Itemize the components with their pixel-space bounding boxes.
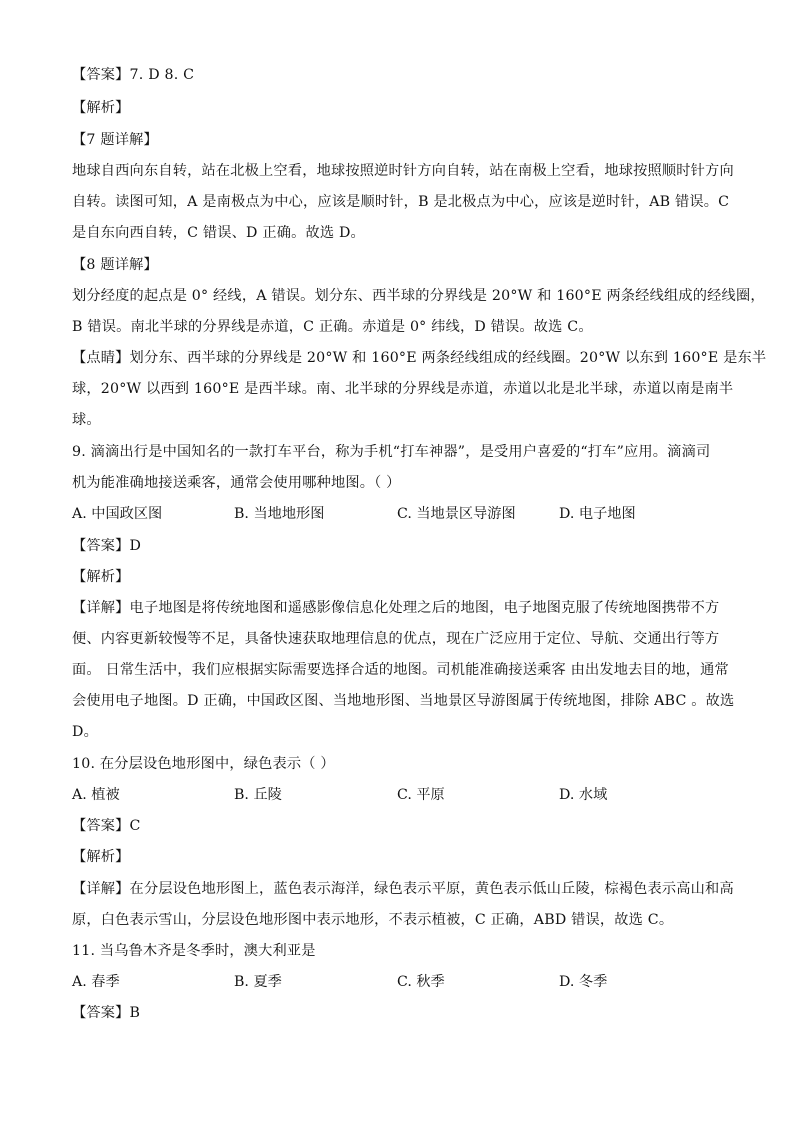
q9-analysis-heading: 【解析】 (72, 569, 130, 585)
q10-option-c: C. 平原 (397, 787, 445, 803)
answer-7-8: 【答案】7. D 8. C (72, 67, 195, 83)
q9-detail-line: D。 (72, 724, 98, 740)
q11-option-b: B. 夏季 (234, 974, 282, 990)
q9-detail-line: 便、内容更新较慢等不足，具备快速获取地理信息的优点，现在广泛应用于定位、导航、交通出行等方 (72, 631, 720, 647)
q10-stem: 10. 在分层设色地形图中，绿色表示（ ） (72, 756, 335, 772)
q11-option-d: D. 冬季 (559, 974, 608, 990)
q9-detail-line: 【详解】电子地图是将传统地图和遥感影像信息化处理之后的地图，电子地图克服了传统地图携带不方 (72, 600, 720, 616)
q10-analysis-heading: 【解析】 (72, 849, 130, 865)
q9-answer: 【答案】D (72, 538, 142, 554)
q10-option-b: B. 丘陵 (234, 787, 282, 803)
analysis-heading: 【解析】 (72, 100, 130, 116)
q10-answer: 【答案】C (72, 818, 141, 834)
q9-stem: 9. 滴滴出行是中国知名的一款打车平台，称为手机“打车神器”，是受用户喜爱的“打车”应用。滴滴司 (72, 444, 711, 460)
q7-detail-heading: 【7 题详解】 (72, 132, 158, 148)
q10-option-d: D. 水域 (559, 787, 608, 803)
q9-detail-line: 会使用电子地图。D 正确，中国政区图、当地地形图、当地景区导游图属于传统地图，排除 ABC 。故选 (72, 693, 735, 709)
q11-answer: 【答案】B (72, 1005, 141, 1021)
q9-option-a: A. 中国政区图 (72, 506, 163, 522)
tip-line: 【点睛】划分东、西半球的分界线是 20°W 和 160°E 两条经线组成的经线圈。20°W 以东到 160°E 是东半 (72, 350, 767, 366)
tip-line: 球，20°W 以西到 160°E 是西半球。南、北半球的分界线是赤道，赤道以北是北半球，赤道以南是南半 (72, 381, 734, 397)
q11-option-c: C. 秋季 (397, 974, 445, 990)
q10-option-a: A. 植被 (72, 787, 120, 803)
q9-option-d: D. 电子地图 (559, 506, 636, 522)
q10-detail-line: 【详解】在分层设色地形图上，蓝色表示海洋，绿色表示平原，黄色表示低山丘陵，棕褐色表示高山和高 (72, 881, 734, 897)
q11-stem: 11. 当乌鲁木齐是冬季时，澳大利亚是 (72, 943, 316, 959)
q8-detail-line: B 错误。南北半球的分界线是赤道，C 正确。赤道是 0° 纬线，D 错误。故选 C。 (72, 319, 593, 335)
q11-option-a: A. 春季 (72, 974, 120, 990)
q9-option-b: B. 当地地形图 (234, 506, 325, 522)
q7-detail-line: 是自东向西自转，C 错误、D 正确。故选 D。 (72, 225, 365, 241)
q9-option-c: C. 当地景区导游图 (397, 506, 516, 522)
q10-detail-line: 原，白色表示雪山，分层设色地形图中表示地形，不表示植被，C 正确，ABD 错误，故选 C。 (72, 912, 674, 928)
q7-detail-line: 地球自西向东自转，站在北极上空看，地球按照逆时针方向自转，站在南极上空看，地球按照顺时针方向 (72, 163, 734, 179)
q7-detail-line: 自转。读图可知，A 是南极点为中心，应该是顺时针，B 是北极点为中心，应该是逆时针，AB 错误。C (72, 194, 730, 210)
tip-line: 球。 (72, 412, 101, 428)
q8-detail-heading: 【8 题详解】 (72, 257, 158, 273)
q9-detail-line: 面。 日常生活中，我们应根据实际需要选择合适的地图。司机能准确接送乘客 由出发地去目的地，通常 (72, 662, 729, 678)
q9-stem: 机为能准确地接送乘客，通常会使用哪种地图。（ ） (72, 475, 401, 491)
q8-detail-line: 划分经度的起点是 0° 经线，A 错误。划分东、西半球的分界线是 20°W 和 160°E 两条经线组成的经线圈， (72, 288, 765, 304)
